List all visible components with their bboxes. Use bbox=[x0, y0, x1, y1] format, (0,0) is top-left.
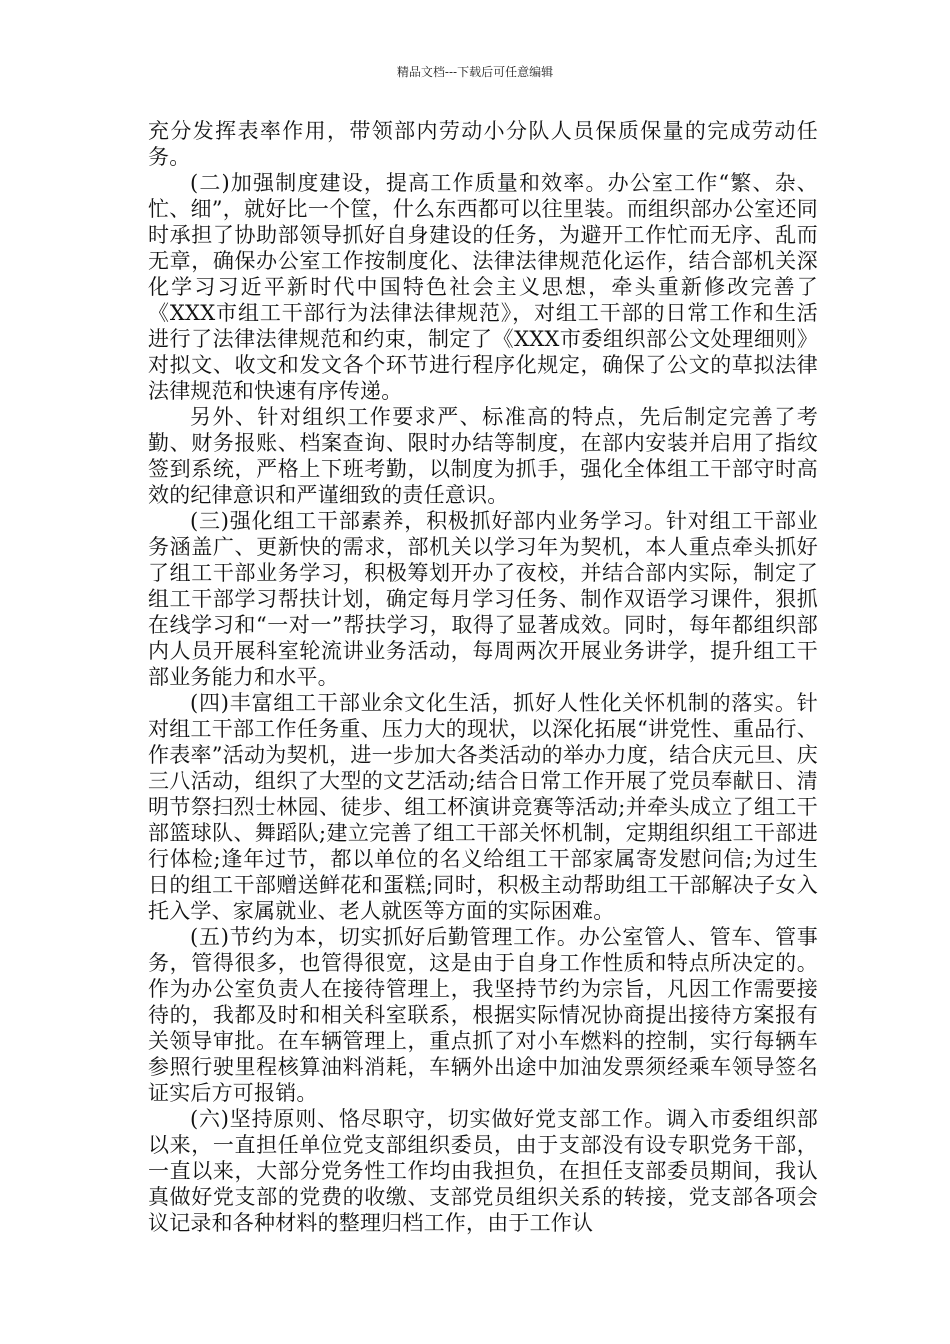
paragraph-section-3: (三)强化组工干部素养，积极抓好部内业务学习。针对组工干部业务涵盖广、更新快的需求，部机关以学习年为契机，本人重点牵头抓好了组工干部业务学习，积极筹划开办了夜校，并结合部内实际，制定了组工干部学习帮扶计划，确定每月学习任务、制作双语学习课件，狠抓在线学习和“一对一”帮扶学习，取得了显著成效。同时，每年都组织部内人员开展科室轮流讲业务活动，每周两次开展业务讲学，提升组工干部业务能力和水平。 bbox=[148, 509, 818, 689]
paragraph-section-2-extra: 另外、针对组织工作要求严、标准高的特点，先后制定完善了考勤、财务报账、档案查询、限时办结等制度，在部内安装并启用了指纹签到系统，严格上下班考勤，以制度为抓手，强化全体组工干部守时高效的纪律意识和严谨细致的责任意识。 bbox=[148, 405, 818, 507]
paragraph-section-2: (二)加强制度建设，提高工作质量和效率。办公室工作“繁、杂、忙、细”，就好比一个筐，什么东西都可以往里装。而组织部办公室还同时承担了协助部领导抓好自身建设的任务，为避开工作忙而无序、乱而无章，确保办公室工作按制度化、法律法律规范化运作，结合部机关深化学习习近平新时代中国特色社会主义思想，牵头重新修改完善了《XXX市组工干部行为法律法律规范》，对组工干部的日常工作和生活进行了法律法律规范和约束，制定了《XXX市委组织部公文处理细则》对拟文、收文和发文各个环节进行程序化规定，确保了公文的草拟法律法律规范和快速有序传递。 bbox=[148, 171, 818, 403]
paragraph-continuation: 充分发挥表率作用，带领部内劳动小分队人员保质保量的完成劳动任务。 bbox=[148, 119, 818, 169]
paragraph-section-4: (四)丰富组工干部业余文化生活，抓好人性化关怀机制的落实。针对组工干部工作任务重、压力大的现状，以深化拓展“讲党性、重品行、作表率”活动为契机，进一步加大各类活动的举办力度，结合庆元旦、庆三八活动，组织了大型的文艺活动;结合日常工作开展了党员奉献日、清明节祭扫烈士林园、徒步、组工杯演讲竞赛等活动;并牵头成立了组工干部篮球队、舞蹈队;建立完善了组工干部关怀机制，定期组织组工干部进行体检;逢年过节，都以单位的名义给组工干部家属寄发慰问信;为过生日的组工干部赠送鲜花和蛋糕;同时，积极主动帮助组工干部解决子女入托入学、家属就业、老人就医等方面的实际困难。 bbox=[148, 691, 818, 923]
document-body bbox=[148, 118, 818, 1236]
paragraph-section-5: (五)节约为本，切实抓好后勤管理工作。办公室管人、管车、管事务，管得很多，也管得很宽，这是由于自身工作性质和特点所决定的。作为办公室负责人在接待管理上，我坚持节约为宗旨，凡因工作需要接待的，我都及时和相关科室联系，根据实际情况协商提出接待方案报有关领导审批。在车辆管理上，重点抓了对小车燃料的控制，实行每辆车参照行驶里程核算油料消耗，车辆外出途中加油发票须经乘车领导签名证实后方可报销。 bbox=[148, 925, 818, 1105]
paragraph-section-6: (六)坚持原则、恪尽职守，切实做好党支部工作。调入市委组织部以来，一直担任单位党支部组织委员，由于支部没有设专职党务干部，一直以来，大部分党务性工作均由我担负，在担任支部委员期间，我认真做好党支部的党费的收缴、支部党员组织关系的转接，党支部各项会议记录和各种材料的整理归档工作，由于工作认 bbox=[148, 1107, 818, 1235]
page-header: 精品文档---下载后可任意编辑 bbox=[396, 65, 554, 79]
